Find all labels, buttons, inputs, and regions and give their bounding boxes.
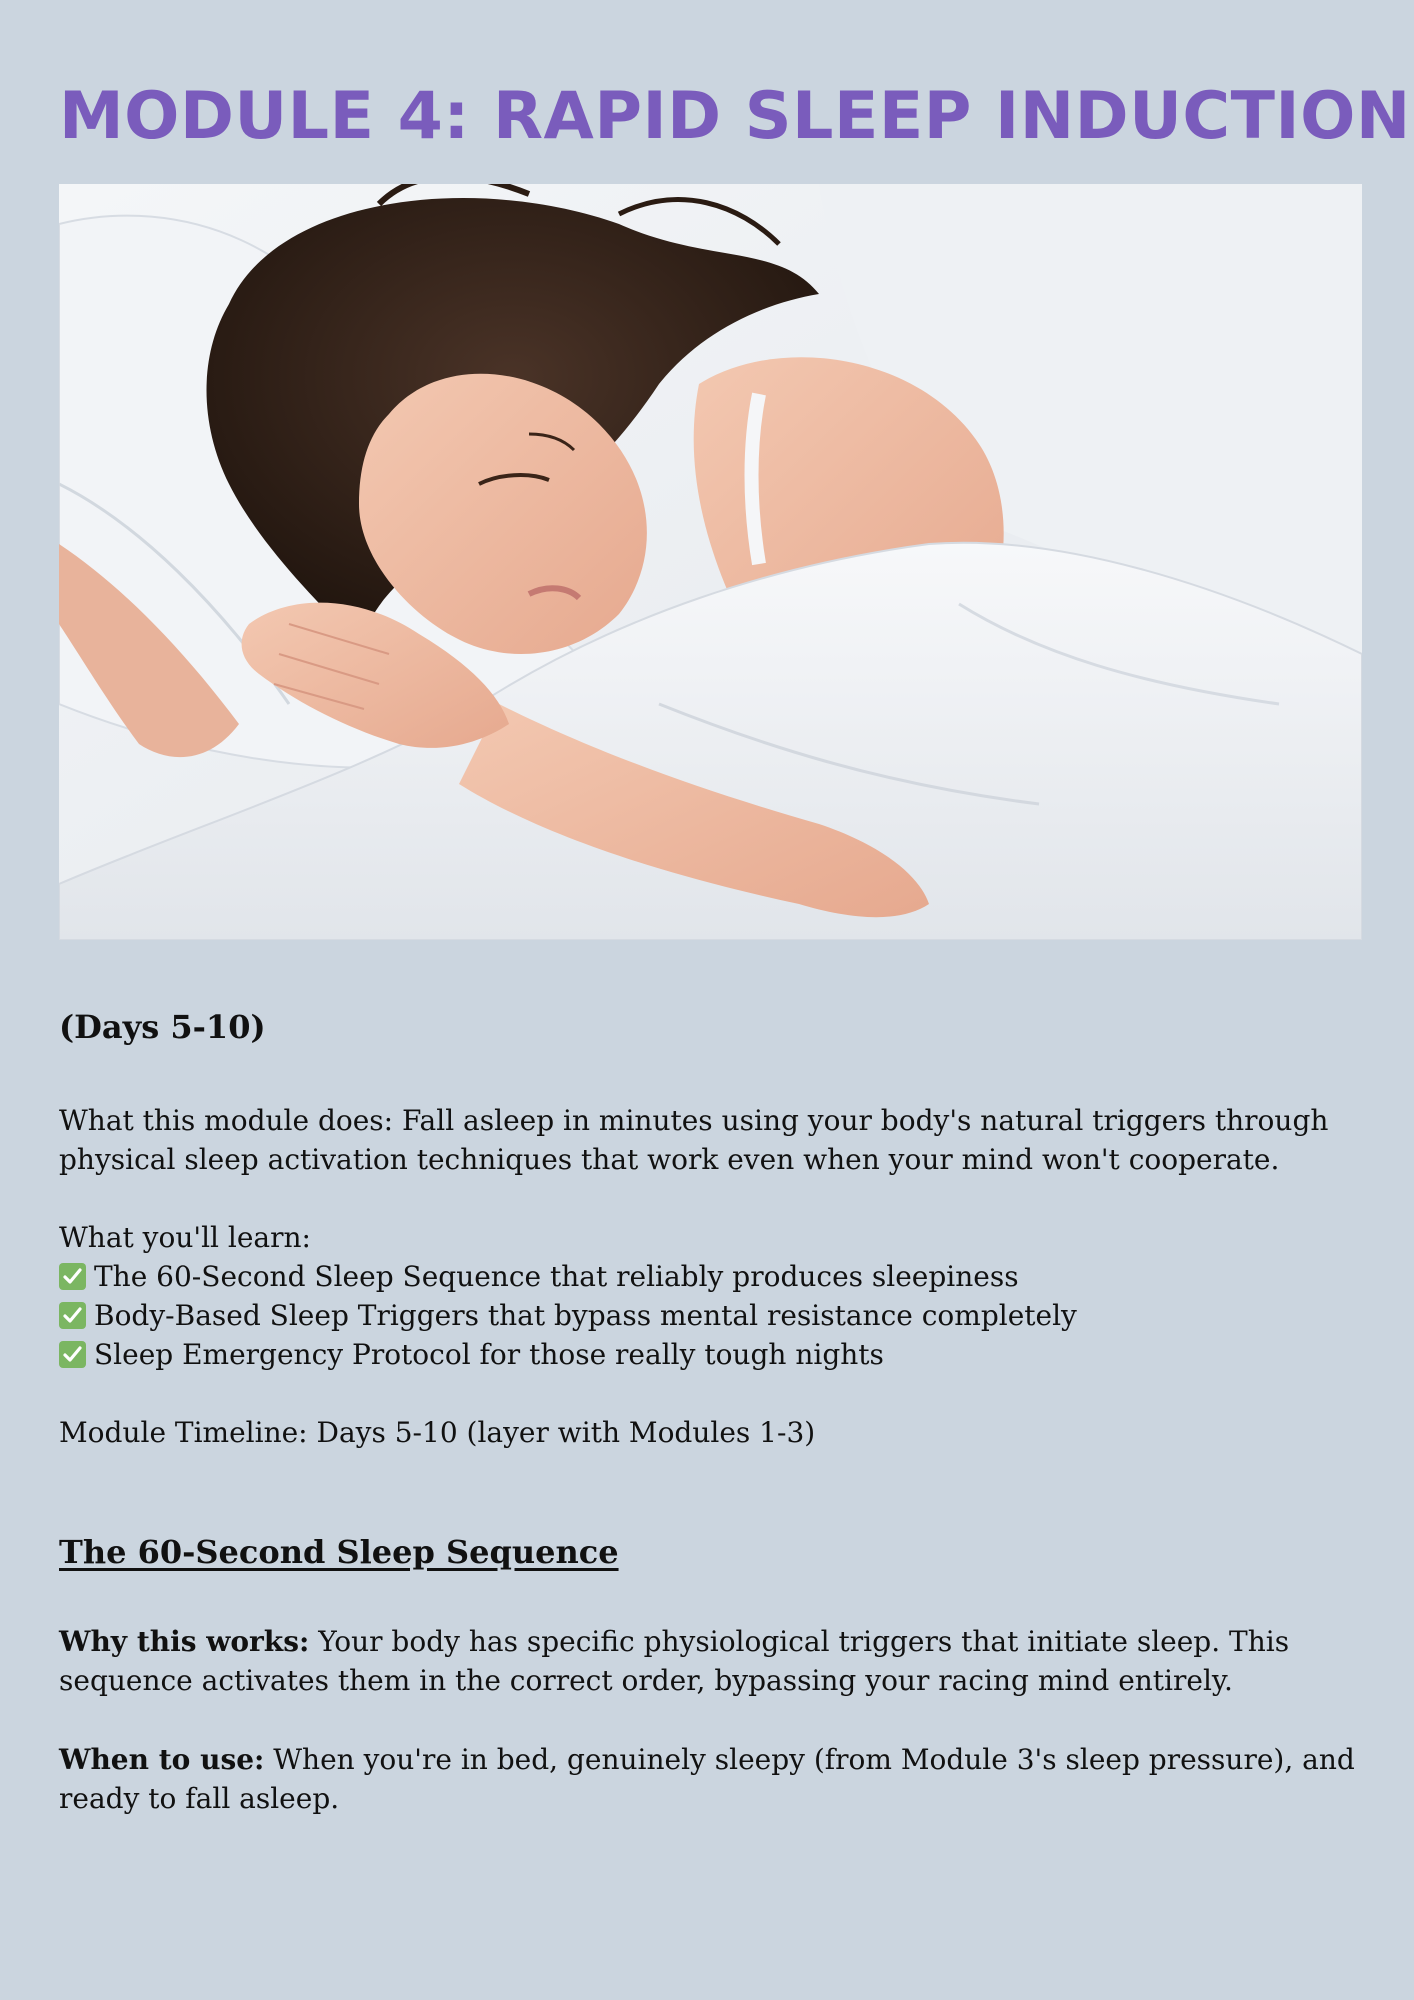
module-timeline: Module Timeline: Days 5-10 (layer with Modules 1-3) <box>59 1416 816 1449</box>
list-item <box>59 1335 1362 1374</box>
section-heading: The 60-Second Sleep Sequence <box>59 1533 619 1571</box>
module-title: MODULE 4: RAPID SLEEP INDUCTION <box>59 79 1411 154</box>
green-check-icon <box>59 1263 86 1290</box>
list-item <box>59 1296 1362 1335</box>
hero-photo <box>59 184 1362 940</box>
why-paragraph <box>59 1622 1362 1700</box>
learn-item-text: The 60-Second Sleep Sequence that reliably produces sleepiness <box>94 1260 1019 1293</box>
sleeping-woman-illustration <box>59 184 1362 940</box>
why-text: Your body has specific physiological triggers that initiate sleep. This sequence activates them in the correct order, bypassing your racing mind entirely. <box>59 1625 1290 1697</box>
when-paragraph <box>59 1740 1362 1818</box>
when-text: When you're in bed, genuinely sleepy (from Module 3's sleep pressure), and ready to fall asleep. <box>59 1743 1355 1815</box>
green-check-icon <box>59 1302 86 1329</box>
when-label: When to use: <box>59 1743 265 1776</box>
learn-item-text: Sleep Emergency Protocol for those really tough nights <box>94 1338 884 1371</box>
why-label: Why this works: <box>59 1625 310 1658</box>
list-item <box>59 1257 1362 1296</box>
learn-item-text: Body-Based Sleep Triggers that bypass mental resistance completely <box>94 1299 1077 1332</box>
green-check-icon <box>59 1341 86 1368</box>
learn-label: What you'll learn: <box>59 1221 311 1254</box>
days-range: (Days 5-10) <box>59 1008 266 1046</box>
learn-list <box>59 1257 1362 1374</box>
module-description: What this module does: Fall asleep in minutes using your body's natural triggers through physical sleep activation techniques that work even when your mind won't cooperate. <box>59 1104 1329 1176</box>
